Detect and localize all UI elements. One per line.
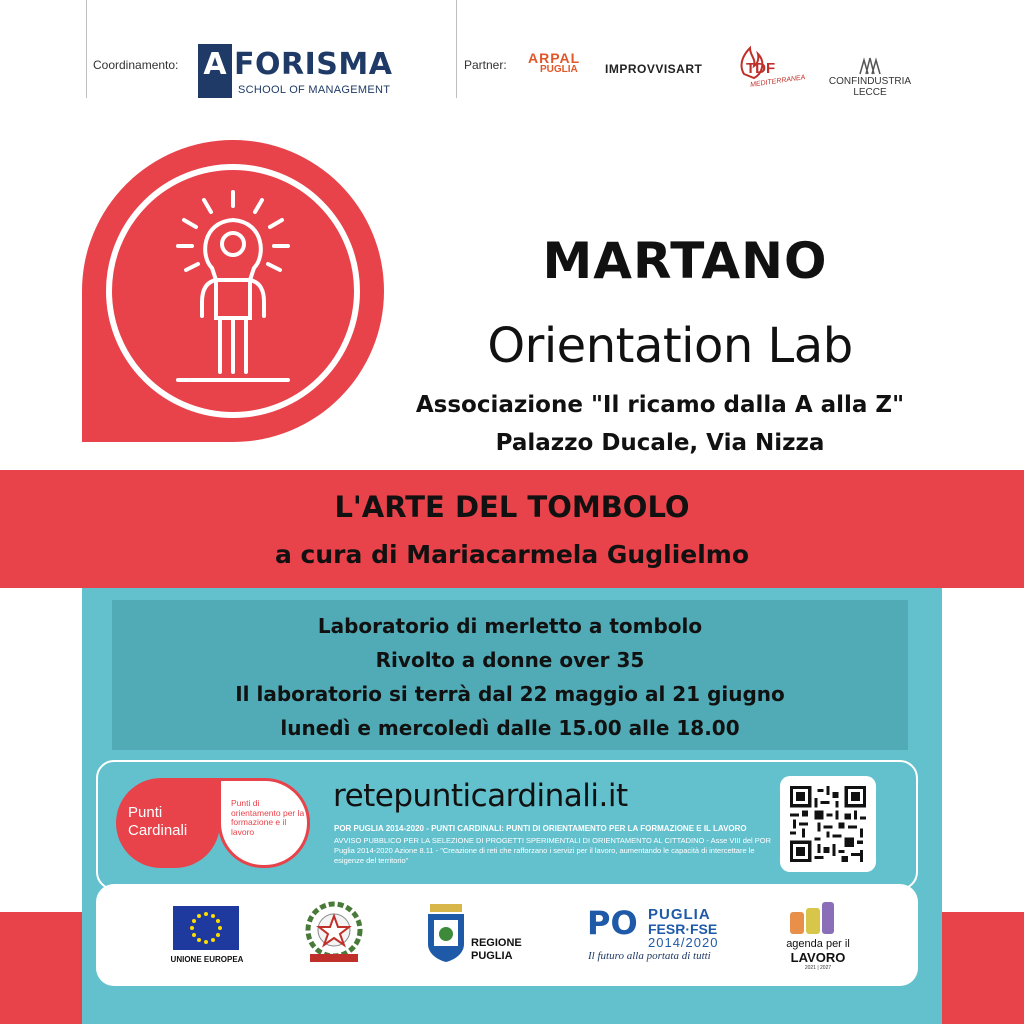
por-title: POR PUGLIA 2014-2020 - PUNTI CARDINALI: PUNTI DI ORIENTAMENTO PER LA FORMAZIONE E IL LAVORO bbox=[334, 824, 747, 833]
puglia-name: PUGLIA bbox=[648, 906, 711, 923]
brand-tagline: Punti di orientamento per la formazione e il lavoro bbox=[231, 798, 305, 837]
regione-label bbox=[471, 937, 522, 963]
eu-label: UNIONE EUROPEA bbox=[170, 955, 244, 964]
eu-flag-icon bbox=[173, 906, 239, 950]
regione-line1: REGIONE bbox=[471, 937, 522, 949]
confindustria-name: CONFINDUSTRIA LECCE bbox=[828, 76, 912, 98]
improvvisart-logo: IMPROVVISART bbox=[605, 62, 703, 76]
event-association: Associazione "Il ricamo dalla A alla Z" bbox=[415, 392, 905, 418]
detail-line: Laboratorio di merletto a tombolo bbox=[317, 614, 703, 638]
punti-cardinali-tagline-badge bbox=[218, 778, 310, 868]
brand-line2: Cardinali bbox=[128, 822, 188, 839]
aforisma-name: FORISMA bbox=[234, 47, 393, 82]
po-mark: PO bbox=[587, 904, 638, 942]
brand-line1: Punti bbox=[128, 804, 163, 821]
event-venue: Palazzo Ducale, Via Nizza bbox=[495, 430, 825, 456]
band-curator: a cura di Mariacarmela Guglielmo bbox=[274, 540, 750, 569]
regione-line2: PUGLIA bbox=[471, 950, 513, 962]
qr-code[interactable] bbox=[780, 776, 876, 872]
qr-code-icon bbox=[790, 786, 866, 862]
puglia-years: 2014/2020 bbox=[648, 935, 719, 950]
tdf-logo bbox=[734, 44, 804, 94]
detail-line: Il laboratorio si terrà dal 22 maggio al 21 giugno bbox=[235, 682, 785, 706]
lightbulb-person-icon bbox=[82, 140, 384, 442]
punti-cardinali-logo bbox=[116, 778, 220, 868]
coordination-label: Coordinamento: bbox=[93, 58, 179, 72]
website-link[interactable]: retepunticardinali.it bbox=[333, 778, 628, 814]
band-title: L'ARTE DEL TOMBOLO bbox=[334, 490, 690, 524]
arpal-region: PUGLIA bbox=[540, 64, 578, 75]
agenda-line2: LAVORO bbox=[790, 950, 846, 965]
event-program: Orientation Lab bbox=[487, 318, 853, 374]
tdf-name: TDF bbox=[746, 60, 776, 77]
tdf-sub: MEDITERRANEA bbox=[749, 74, 806, 89]
por-text: AVVISO PUBBLICO PER LA SELEZIONE DI PROGETTI SPERIMENTALI DI ORIENTAMENTO AL CITTADINO - Asse VIII del POR Puglia 2014-2020 Azione 8.11 - "Creazione di reti che rafforzano i servizi per il lavoro, aumentando le capacità di intercettare le esigenze del territorio" bbox=[334, 836, 772, 865]
puglia-slogan: Il futuro alla portata di tutti bbox=[588, 950, 711, 962]
aforisma-tagline: SCHOOL OF MANAGEMENT bbox=[238, 84, 391, 96]
puglia-funds: FESR·FSE bbox=[648, 921, 718, 937]
confindustria-logo bbox=[820, 56, 920, 98]
arpal-logo bbox=[528, 50, 588, 90]
detail-line: Rivolto a donne over 35 bbox=[375, 648, 645, 672]
italian-emblem-icon bbox=[304, 900, 364, 966]
divider bbox=[456, 0, 457, 98]
divider bbox=[86, 0, 87, 98]
event-town: MARTANO bbox=[542, 232, 828, 290]
aforisma-logo bbox=[198, 44, 398, 98]
aforisma-mark: A bbox=[198, 44, 232, 98]
agenda-line1: agenda per il bbox=[786, 938, 850, 950]
agenda-years: 2021 | 2027 bbox=[804, 965, 832, 971]
detail-line: lunedì e mercoledì dalle 15.00 alle 18.00 bbox=[280, 716, 740, 740]
confindustria-mark-icon bbox=[858, 56, 882, 76]
agenda-lavoro-icon bbox=[790, 902, 836, 936]
puglia-shield-icon bbox=[426, 904, 466, 962]
title-band bbox=[0, 470, 1024, 588]
header-bar bbox=[0, 0, 1024, 110]
orientation-icon-block bbox=[82, 140, 384, 442]
arpal-name: ARPAL bbox=[528, 50, 581, 66]
partner-label: Partner: bbox=[464, 58, 507, 72]
